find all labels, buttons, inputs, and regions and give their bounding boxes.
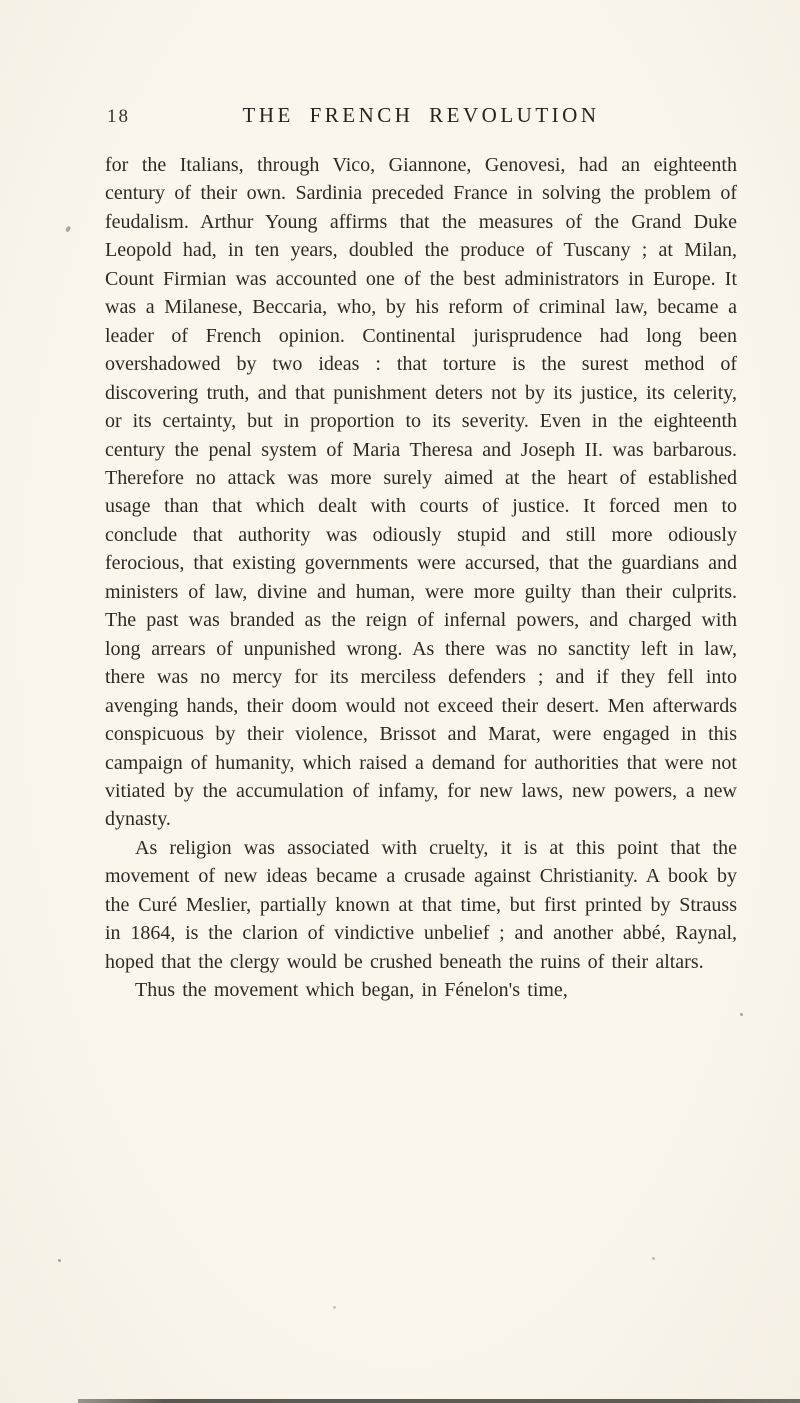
- paragraph: As religion was associated with cruelty, it is at this point that the movement of new ideas became a crusade against Christianity. A book by the Curé Meslier, partially known at that time, but first printed by Strauss in 1864, is the clarion of vindictive unbelief ; and another abbé, Raynal, hoped that the clergy would be crushed beneath the ruins of their altars.: [105, 836, 737, 973]
- scan-artifact: [333, 1306, 336, 1309]
- scan-artifact: [65, 225, 71, 232]
- scan-edge-artifact: [78, 1399, 800, 1403]
- paragraph: Thus the movement which began, in Fénelon's time,: [135, 979, 568, 1002]
- paragraph: for the Italians, through Vico, Giannone, Genovesi, had an eighteenth century of their own. Sardinia preceded France in solving the problem of feudalism. Arthur Young affirms that the measures of the Grand Duke Leopold had, in ten years, doubled the produce of Tuscany ; at Milan, Count Firmian was accounted one of the best administrators in Europe. It was a Milanese, Beccaria, who, by his reform of criminal law, became a leader of French opinion. Continental jurisprudence had long been overshadowed by two ideas : that torture is the surest method of discovering truth, and that punishment deters not by its justice, its celerity, or its certainty, but in proportion to its severity. Even in the eighteenth century the penal system of Maria Theresa and Joseph II. was barbarous. Therefore no attack was more surely aimed at the heart of established usage than that which dealt with courts of justice. It forced men to conclude that authority was odiously stupid and still more odiously ferocious, that existing governments were accursed, that the guardians and ministers of law, divine and human, were more guilty than their culprits. The past was branded as the reign of infernal powers, and charged with long arrears of unpunished wrong. As there was no sanctity left in law, there was no mercy for its merciless defenders ; and if they fell into avenging hands, their doom would not exceed their desert. Men afterwards conspicuous by their violence, Brissot and Marat, were engaged in this campaign of humanity, which raised a demand for authorities that were not vitiated by the accumulation of infamy, for new laws, new powers, a new dynasty.: [105, 154, 737, 831]
- running-header: THE FRENCH REVOLUTION: [242, 103, 600, 127]
- page-header: [105, 103, 737, 135]
- text-block: [105, 151, 737, 1005]
- page-number: 18: [107, 106, 130, 127]
- scan-artifact: [58, 1259, 61, 1262]
- scan-artifact: [740, 1013, 743, 1016]
- scan-artifact: [652, 1257, 655, 1260]
